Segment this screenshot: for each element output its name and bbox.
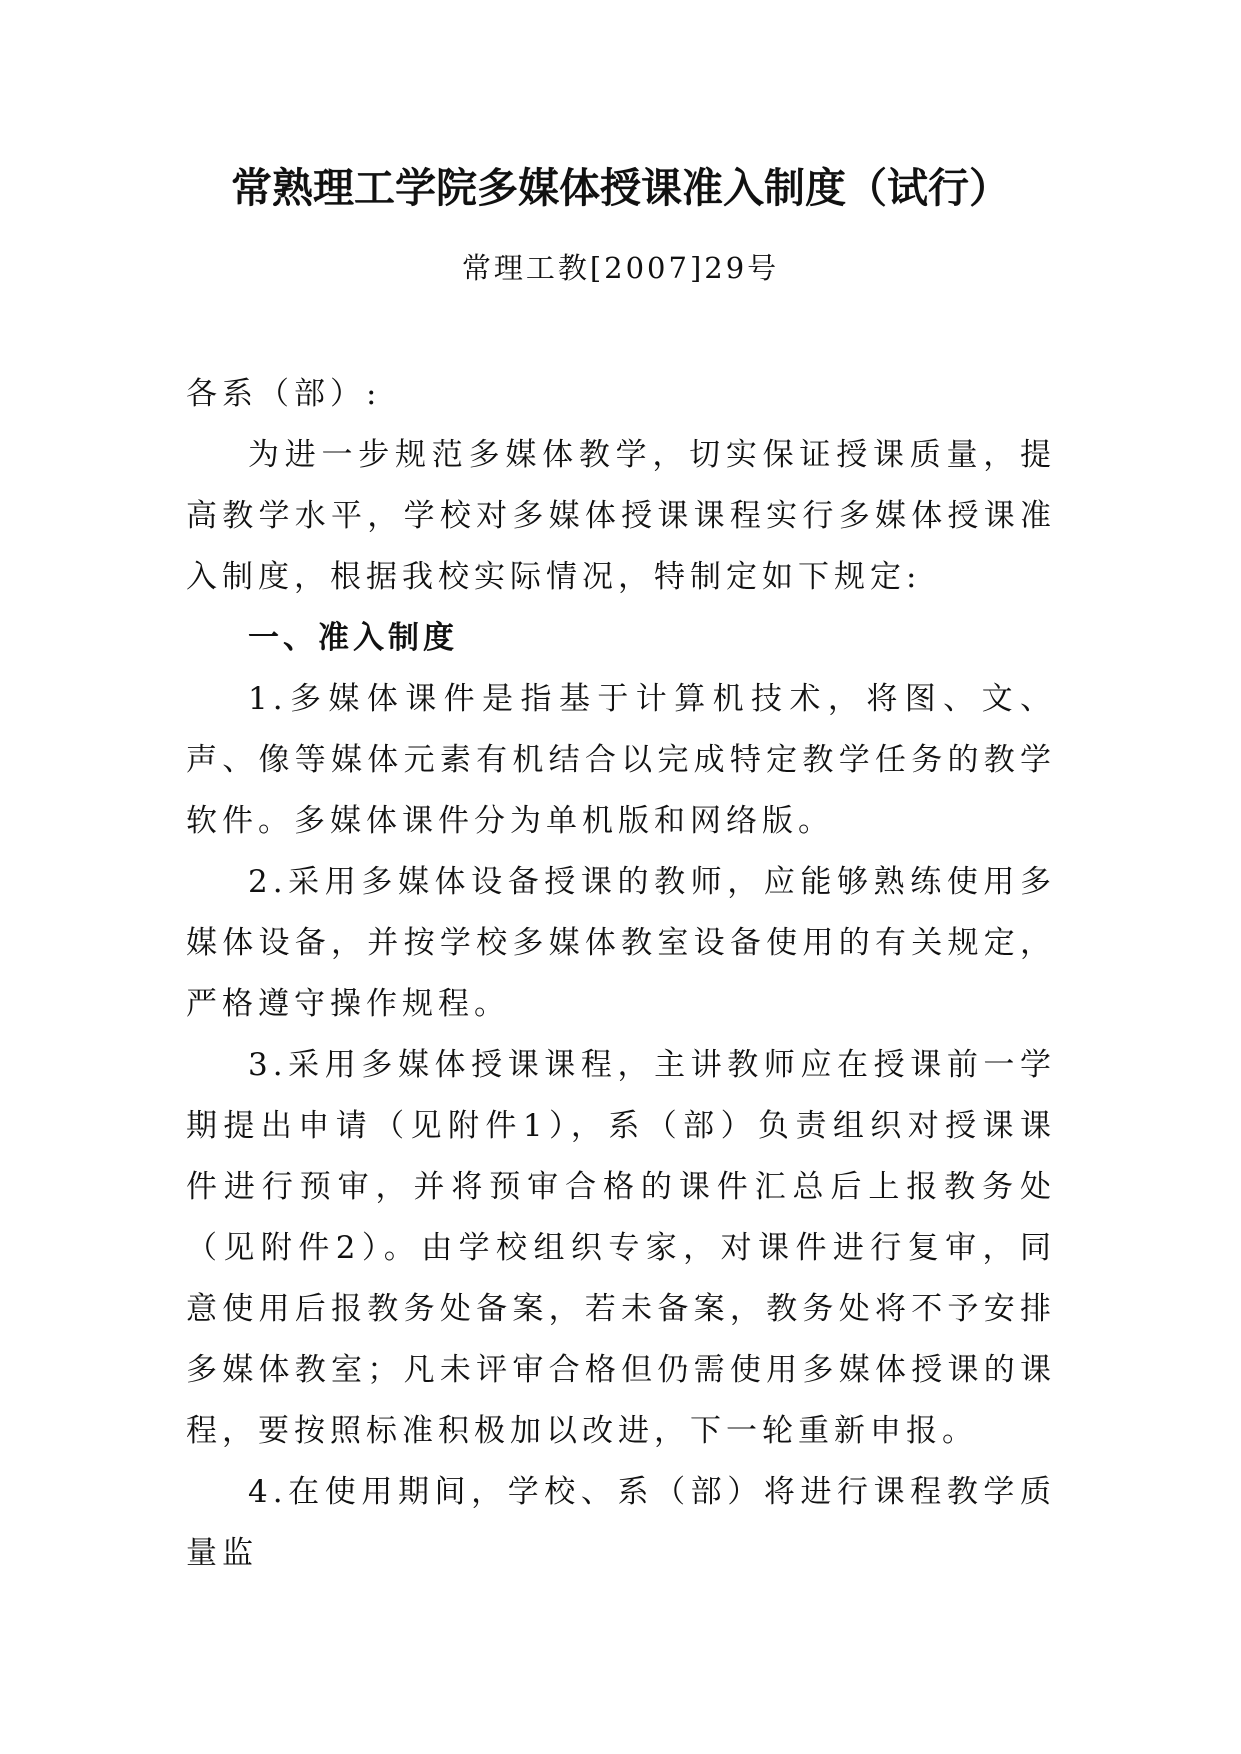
- list-item: 2.采用多媒体设备授课的教师，应能够熟练使用多媒体设备，并按学校多媒体教室设备使用的有关规定，严格遵守操作规程。: [186, 864, 1056, 1022]
- list-item: 1.多媒体课件是指基于计算机技术，将图、文、声、像等媒体元素有机结合以完成特定教学任务的教学软件。多媒体课件分为单机版和网络版。: [186, 681, 1056, 839]
- document-body: [186, 425, 1056, 1584]
- document-number: 常理工教[2007]29号: [461, 251, 780, 285]
- list-item: 4.在使用期间，学校、系（部）将进行课程教学质量监: [186, 1474, 1056, 1571]
- intro-paragraph: 为进一步规范多媒体教学，切实保证授课质量，提高教学水平，学校对多媒体授课课程实行多媒体授课准入制度，根据我校实际情况，特制定如下规定:: [186, 437, 1056, 595]
- section-heading: 一、准入制度: [248, 620, 458, 656]
- salutation: 各系（部）:: [186, 376, 382, 412]
- list-item: 3.采用多媒体授课课程，主讲教师应在授课前一学期提出申请（见附件1），系（部）负责组织对授课课件进行预审，并将预审合格的课件汇总后上报教务处（见附件2）。由学校组织专家，对课件进行复审，同意使用后报教务处备案，若未备案，教务处将不予安排多媒体教室；凡未评审合格但仍需使用多媒体授课的课程，要按照标准积极加以改进，下一轮重新申报。: [186, 1047, 1056, 1449]
- document-title: 常熟理工学院多媒体授课准入制度（试行）: [231, 164, 1010, 212]
